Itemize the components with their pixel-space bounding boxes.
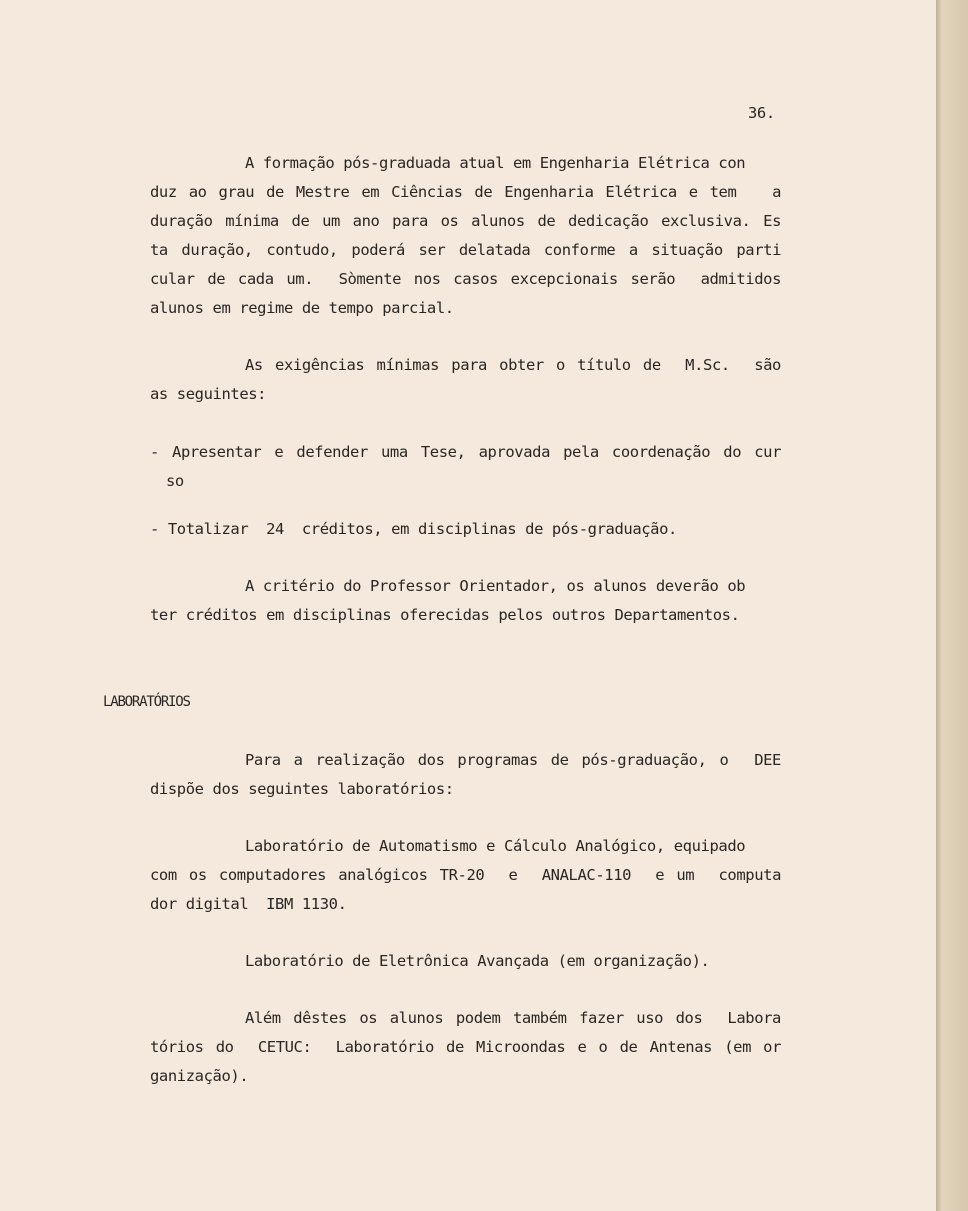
- paragraph-line: Para a realização dos programas de pós-graduação, o DEE: [245, 751, 781, 769]
- paragraph-line: cular de cada um. Sòmente nos casos excepcionais serão admitidos: [150, 270, 781, 288]
- paragraph-line: com os computadores analógicos TR-20 e ANALAC-110 e um computa: [150, 866, 781, 884]
- list-item-thesis: - Apresentar e defender uma Tese, aprovada pela coordenação do cur: [150, 443, 781, 461]
- paragraph-line: Além dêstes os alunos podem também fazer uso dos Labora: [245, 1009, 781, 1027]
- paragraph-line: alunos em regime de tempo parcial.: [150, 299, 454, 317]
- paragraph-line: ter créditos em disciplinas oferecidas pelos outros Departamentos.: [150, 606, 740, 624]
- paragraph-line: dispõe dos seguintes laboratórios:: [150, 780, 454, 798]
- page-edge-shadow: [936, 0, 968, 1211]
- paragraph-line: As exigências mínimas para obter o título de M.Sc. são: [245, 356, 781, 374]
- paragraph-line: Laboratório de Automatismo e Cálculo Analógico, equipado: [245, 837, 746, 855]
- paragraph-line: A formação pós-graduada atual em Engenharia Elétrica con: [245, 154, 746, 172]
- paragraph-line: duz ao grau de Mestre em Ciências de Engenharia Elétrica e tem a: [150, 183, 781, 201]
- list-item-thesis-continued: so: [166, 472, 184, 490]
- section-heading-laboratories: LABORATÓRIOS: [103, 694, 190, 710]
- paragraph-line: Laboratório de Eletrônica Avançada (em organização).: [245, 952, 710, 970]
- paragraph-line: A critério do Professor Orientador, os alunos deverão ob: [245, 577, 746, 595]
- paragraph-line: dor digital IBM 1130.: [150, 895, 347, 913]
- paragraph-line: tórios do CETUC: Laboratório de Microondas e o de Antenas (em or: [150, 1038, 781, 1056]
- paragraph-line: duração mínima de um ano para os alunos de dedicação exclusiva. Es: [150, 212, 781, 230]
- page-number: 36.: [748, 104, 775, 122]
- paragraph-line: as seguintes:: [150, 385, 267, 403]
- paragraph-line: ta duração, contudo, poderá ser delatada conforme a situação parti: [150, 241, 781, 259]
- paragraph-line: ganização).: [150, 1067, 249, 1085]
- list-item-credits: - Totalizar 24 créditos, em disciplinas de pós-graduação.: [150, 520, 677, 538]
